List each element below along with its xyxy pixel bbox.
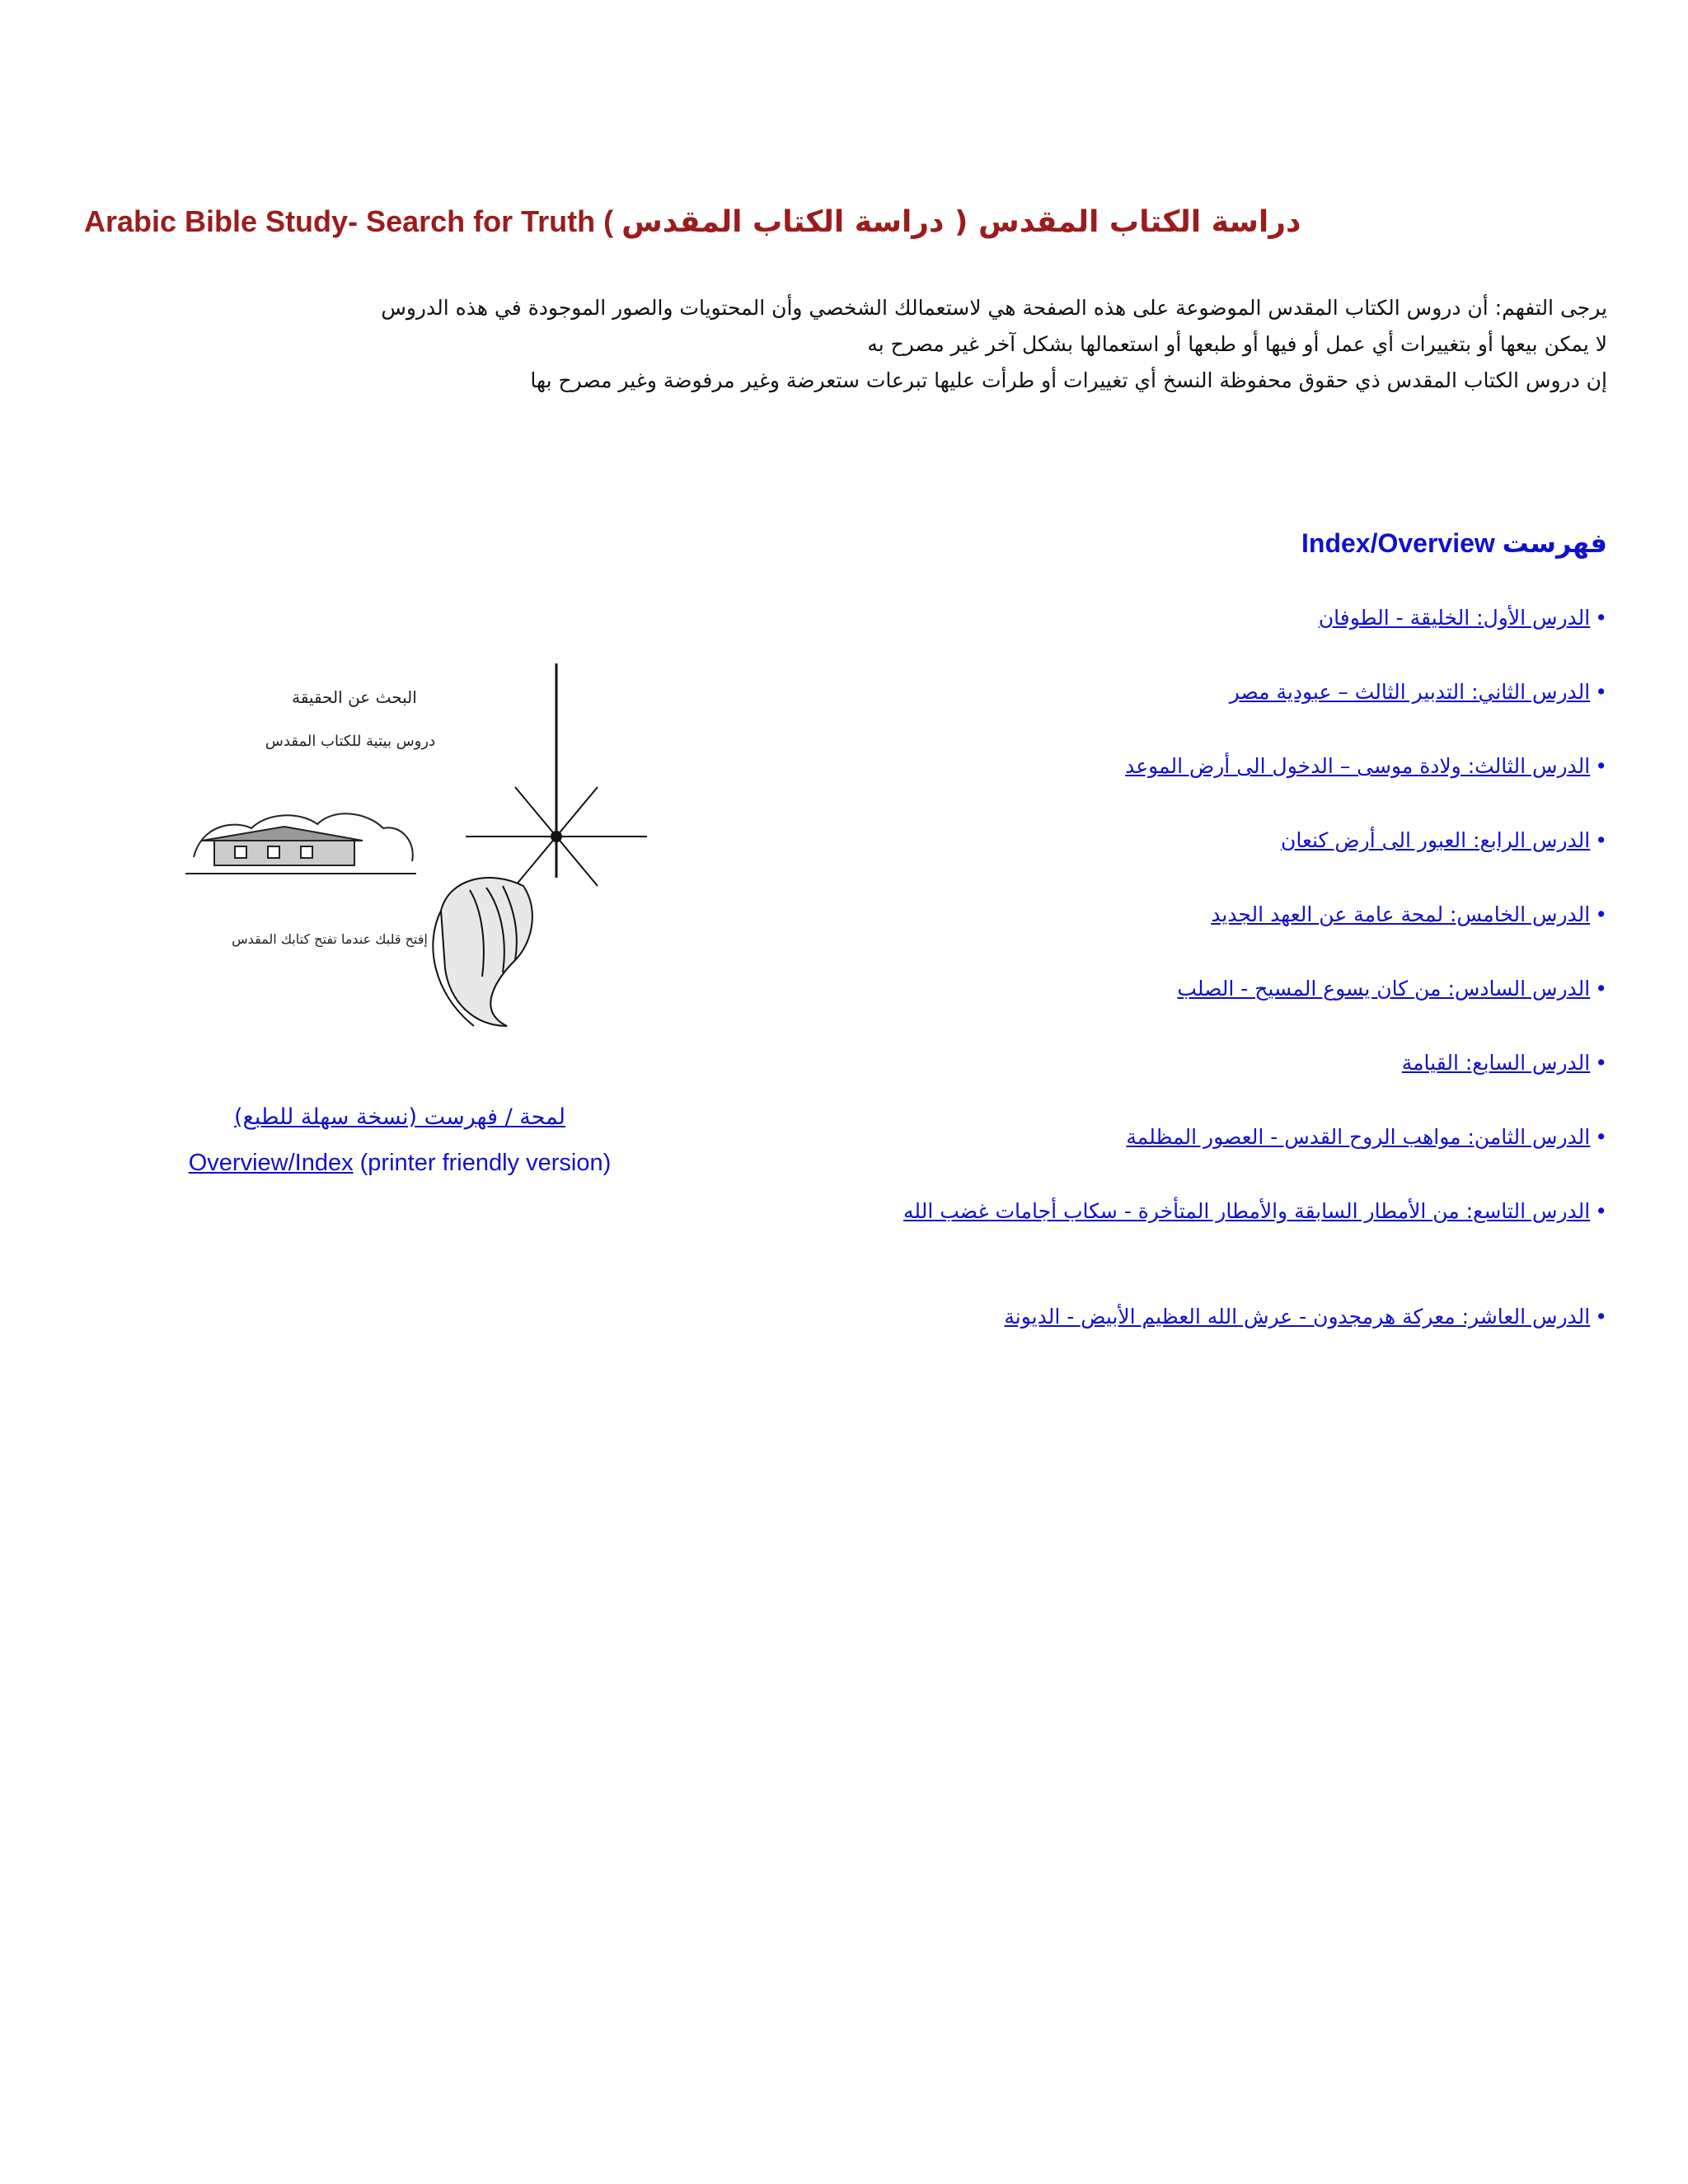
list-item (783, 1121, 1607, 1195)
lesson-link[interactable]: الدرس الأول: الخليقة - الطوفان (1318, 606, 1591, 630)
title-arabic: دراسة الكتاب المقدس ( دراسة الكتاب المقدس (621, 205, 1301, 239)
lesson-link[interactable]: الدرس الخامس: لمحة عامة عن العهد الجديد (1211, 902, 1591, 926)
list-item (783, 972, 1607, 1047)
lesson-link[interactable]: الدرس السابع: القيامة (1401, 1051, 1591, 1075)
intro-line: يرجى التفهم: أن دروس الكتاب المقدس الموضوعة على هذه الصفحة هي لاستعمالك الشخصي وأن المحتويات والصور الموجودة في هذه الدروس (381, 296, 1607, 320)
star-icon (466, 663, 647, 886)
list-item (783, 750, 1607, 824)
lesson-link[interactable]: الدرس الثالث: ولادة موسى – الدخول الى أرض الموعد (1125, 754, 1591, 778)
intro-paragraph (91, 290, 1607, 399)
list-item (783, 898, 1607, 972)
intro-line: إن دروس الكتاب المقدس ذي حقوق محفوظة النسخ أي تغييرات أو طرأت عليها تبرعات ستعرضة وغير مرفوضة وغير مصرح بها (530, 368, 1607, 392)
bullet-icon: • (1595, 754, 1607, 778)
lesson-link[interactable]: الدرس الثامن: مواهب الروح القدس - العصور المظلمة (1126, 1125, 1591, 1149)
index-heading: فهرست Index/Overview (1301, 528, 1607, 558)
title-english: Arabic Bible Study- Search for Truth ( (84, 204, 614, 238)
lesson-link[interactable]: الدرس التاسع: من الأمطار السابقة والأمطار المتأخرة - سكاب أجامات غضب الله (903, 1199, 1591, 1223)
open-book-hand-drawing (433, 878, 532, 1026)
list-item (783, 602, 1607, 676)
list-item (783, 824, 1607, 898)
lesson-list (783, 602, 1607, 1375)
bullet-icon: • (1595, 902, 1607, 926)
list-item (783, 1301, 1607, 1375)
bullet-icon: • (1595, 1051, 1607, 1075)
illustration-caption-top: البحث عن الحقيقة (292, 687, 417, 707)
page-title (84, 204, 1320, 239)
printer-version-link[interactable]: Overview/Index (188, 1150, 354, 1176)
intro-line: لا يمكن بيعها أو بتغييرات أي عمل أو فيها أو طبعها أو استعمالها بشكل آخر غير مصرح به (867, 332, 1607, 356)
bullet-icon: • (1595, 977, 1607, 1001)
printer-version-note: (printer friendly version) (353, 1150, 612, 1176)
bullet-icon: • (1595, 1125, 1607, 1149)
bible-study-illustration (177, 663, 647, 1030)
list-item (783, 1047, 1607, 1121)
lesson-link[interactable]: الدرس السادس: من كان يسوع المسيح - الصلب (1177, 977, 1591, 1001)
bullet-icon: • (1595, 1199, 1607, 1223)
lesson-link[interactable]: الدرس الثاني: التدبير الثالث – عبودية مصر (1229, 680, 1591, 704)
printer-version-arabic (190, 1104, 610, 1130)
bullet-icon: • (1595, 828, 1607, 852)
list-item (783, 676, 1607, 750)
bullet-icon: • (1595, 606, 1607, 630)
lesson-link[interactable]: الدرس العاشر: معركة هرمجدون - عرش الله العظيم الأبيض - الديونة (1004, 1305, 1591, 1329)
list-item (783, 1195, 1607, 1301)
bullet-icon: • (1595, 1305, 1607, 1329)
illustration-caption-mid: دروس بيتية للكتاب المقدس (265, 733, 436, 750)
lesson-link[interactable]: الدرس الرابع: العبور الى أرض كنعان (1280, 828, 1591, 852)
printer-version-link-arabic[interactable]: لمحة / فهرست (نسخة سهلة للطبع) (233, 1104, 566, 1130)
illustration-caption-bottom: إفتح قلبك عندما تفتح كتابك المقدس (232, 931, 428, 947)
bullet-icon: • (1595, 680, 1607, 704)
house-drawing (185, 813, 416, 874)
printer-version-english (148, 1150, 651, 1177)
